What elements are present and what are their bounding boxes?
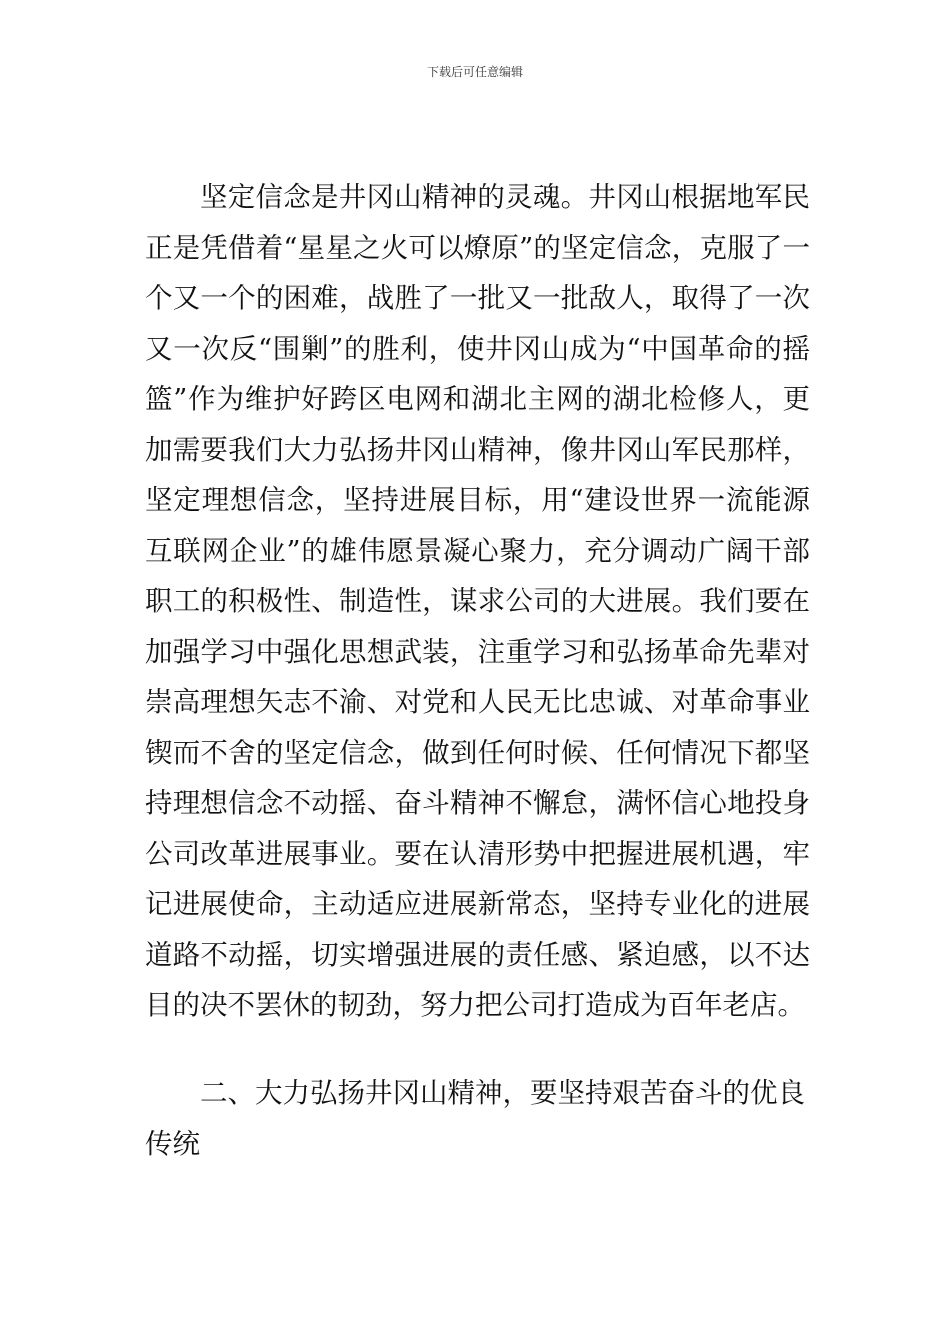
body-paragraph: 坚定信念是井冈山精神的灵魂。井冈山根据地军民正是凭借着“星星之火可以燎原”的坚定信念，克服了一个又一个的困难，战胜了一批又一批敌人，取得了一次又一次反“围剿”的胜利，使井冈山成为“中国革命的摇篮”作为维护好跨区电网和湖北主网的湖北检修人，更加需要我们大力弘扬井冈山精神，像井冈山军民那样，坚定理想信念，坚持进展目标，用“建设世界一流能源互联网企业”的雄伟愿景凝心聚力，充分调动广阔干部职工的积极性、制造性，谋求公司的大进展。我们要在加强学习中强化思想武装，注重学习和弘扬革命先辈对崇高理想矢志不渝、对党和人民无比忠诚、对革命事业锲而不舍的坚定信念，做到任何时候、任何情况下都坚持理想信念不动摇、奋斗精神不懈怠，满怀信心地投身公司改革进展事业。要在认清形势中把握进展机遇，牢记进展使命，主动适应进展新常态，坚持专业化的进展道路不动摇，切实增强进展的责任感、紧迫感，以不达目的决不罢休的韧劲，努力把公司打造成为百年老店。: [145, 181, 810, 1021]
section-heading: 二、大力弘扬井冈山精神，要坚持艰苦奋斗的优良传统: [145, 1077, 805, 1160]
header-note: 下载后可任意编辑: [426, 65, 523, 79]
